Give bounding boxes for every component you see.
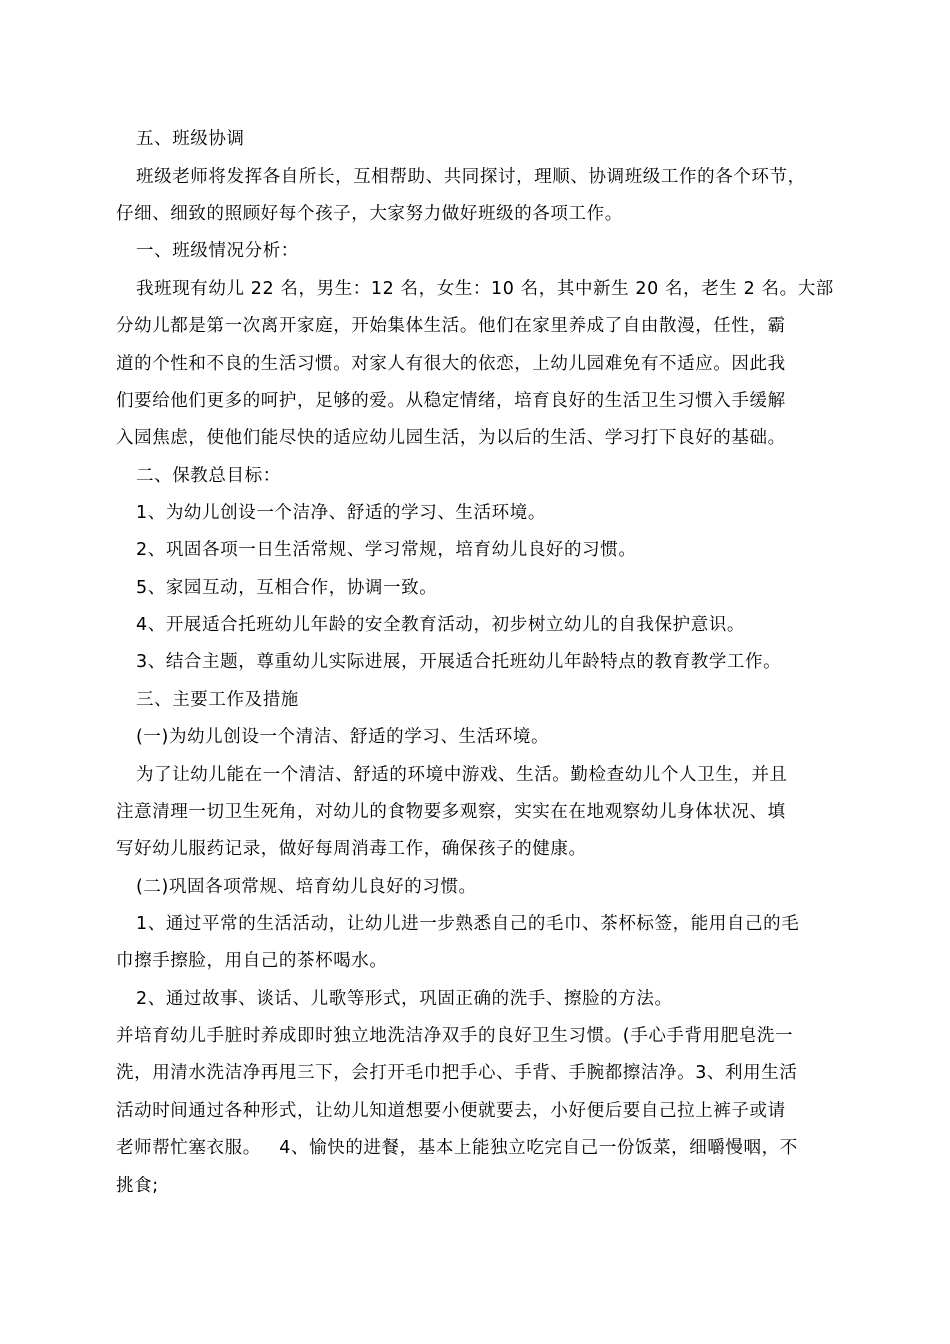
paragraph-line: 并培育幼儿手脏时养成即时独立地洗洁净双手的良好卫生习惯。(手心手背用肥皂洗一	[116, 1026, 794, 1046]
paragraph-line: 2、通过故事、谈话、儿歌等形式，巩固正确的洗手、擦脸的方法。	[136, 989, 673, 1009]
paragraph-line: 洗，用清水洗洁净再甩三下，会打开毛巾把手心、手背、手腕都擦洁净。3、利用生活	[116, 1063, 798, 1083]
paragraph-line: 仔细、细致的照顾好每个孩子，大家努力做好班级的各项工作。	[116, 204, 623, 224]
section-heading-five: 五、班级协调	[136, 129, 245, 149]
section-heading-one: 一、班级情况分析：	[136, 241, 299, 261]
subsection-heading: (一)为幼儿创设一个清洁、舒适的学习、生活环境。	[136, 727, 550, 747]
paragraph-line: 们要给他们更多的呵护，足够的爱。从稳定情绪，培育良好的生活卫生习惯入手缓解	[116, 391, 786, 411]
paragraph-line: 巾擦手擦脸，用自己的茶杯喝水。	[116, 951, 388, 971]
list-item: 3、结合主题，尊重幼儿实际进展，开展适合托班幼儿年龄特点的教育教学工作。	[136, 652, 782, 672]
paragraph-line: 1、通过平常的生活活动，让幼儿进一步熟悉自己的毛巾、茶杯标签，能用自己的毛	[136, 914, 800, 934]
list-item: 4、开展适合托班幼儿年龄的安全教育活动，初步树立幼儿的自我保护意识。	[136, 615, 746, 635]
list-item: 2、巩固各项一日生活常规、学习常规，培育幼儿良好的习惯。	[136, 540, 637, 560]
section-heading-two: 二、保教总目标：	[136, 466, 281, 486]
paragraph-line: 注意清理一切卫生死角，对幼儿的食物要多观察，实实在在地观察幼儿身体状况、填	[116, 802, 786, 822]
paragraph-line: 我班现有幼儿 22 名，男生：12 名，女生：10 名，其中新生 20 名，老生 2 名。大部	[136, 279, 834, 299]
paragraph-line: 挑食;	[116, 1176, 159, 1196]
paragraph-line: 入园焦虑，使他们能尽快的适应幼儿园生活，为以后的生活、学习打下良好的基础。	[116, 428, 786, 448]
section-heading-three: 三、主要工作及措施	[136, 690, 299, 710]
paragraph-line: 活动时间通过各种形式，让幼儿知道想要小便就要去，小好便后要自己拉上裤子或请	[116, 1101, 786, 1121]
list-item: 1、为幼儿创设一个洁净、舒适的学习、生活环境。	[136, 503, 546, 523]
subsection-heading: (二)巩固各项常规、培育幼儿良好的习惯。	[136, 877, 477, 897]
paragraph-line: 道的个性和不良的生活习惯。对家人有很大的依恋，上幼儿园难免有不适应。因此我	[116, 354, 786, 374]
paragraph-line: 班级老师将发挥各自所长，互相帮助、共同探讨，理顺、协调班级工作的各个环节，	[136, 167, 806, 187]
list-item: 5、家园互动，互相合作，协调一致。	[136, 578, 438, 598]
paragraph-line: 写好幼儿服药记录，做好每周消毒工作，确保孩子的健康。	[116, 839, 587, 859]
paragraph-line: 分幼儿都是第一次离开家庭，开始集体生活。他们在家里养成了自由散漫，任性，霸	[116, 316, 786, 336]
paragraph-line: 为了让幼儿能在一个清洁、舒适的环境中游戏、生活。勤检查幼儿个人卫生，并且	[136, 765, 788, 785]
paragraph-line: 老师帮忙塞衣服。 4、愉快的进餐，基本上能独立吃完自己一份饭菜，细嚼慢咽，不	[116, 1138, 798, 1158]
